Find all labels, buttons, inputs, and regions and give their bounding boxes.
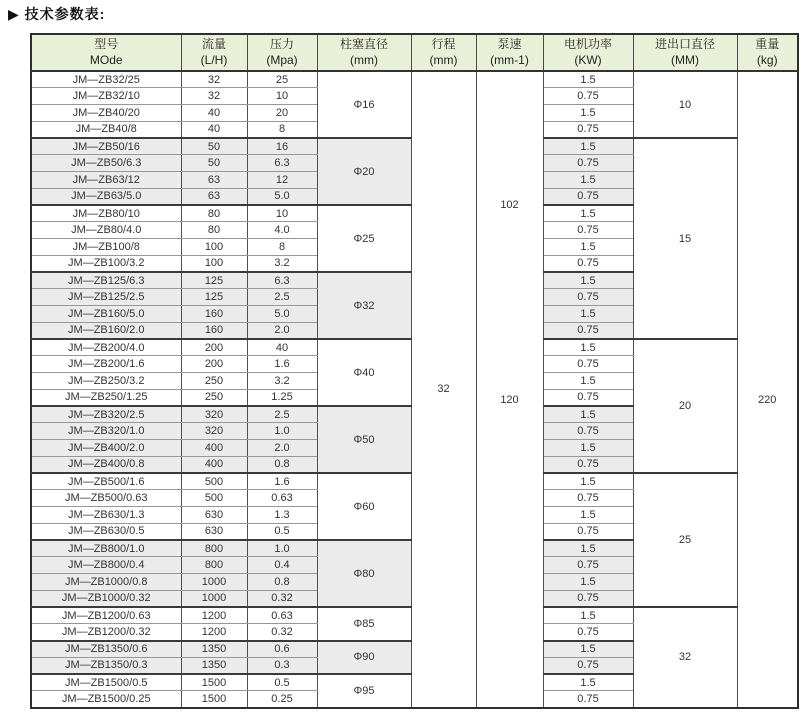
model-cell: JM—ZB1000/0.8 [31,574,181,591]
flow-cell: 125 [181,289,247,306]
plunger-cell: Φ40 [317,339,411,406]
header-pressure: 压力 (Mpa) [247,34,317,71]
table-body [31,71,798,708]
power-cell: 0.75 [543,557,633,574]
pressure-cell: 6.3 [247,155,317,172]
model-cell: JM—ZB125/6.3 [31,272,181,289]
flow-cell: 500 [181,490,247,507]
port-diameter-cell: 20 [633,339,737,473]
page-title: ▶ 技术参数表: [8,6,106,22]
pressure-cell: 2.0 [247,440,317,457]
model-cell: JM—ZB32/10 [31,88,181,105]
flow-cell: 80 [181,205,247,222]
pressure-cell: 12 [247,172,317,189]
plunger-cell: Φ80 [317,540,411,607]
pressure-cell: 6.3 [247,272,317,289]
model-cell: JM—ZB160/5.0 [31,306,181,323]
pressure-cell: 8 [247,121,317,138]
model-cell: JM—ZB40/8 [31,121,181,138]
pump-speed-cell-value: 102 [500,199,519,212]
pressure-cell: 1.3 [247,507,317,524]
model-cell: JM—ZB250/1.25 [31,389,181,406]
power-cell: 0.75 [543,624,633,641]
pressure-cell: 2.0 [247,322,317,339]
pressure-cell: 0.8 [247,456,317,473]
power-cell: 1.5 [543,172,633,189]
weight-cell-value: 220 [758,394,777,407]
model-cell: JM—ZB500/1.6 [31,473,181,490]
spec-table [30,33,799,709]
pressure-cell: 2.5 [247,289,317,306]
flow-cell: 500 [181,473,247,490]
flow-cell: 1350 [181,641,247,658]
model-cell: JM—ZB80/4.0 [31,222,181,239]
power-cell: 1.5 [543,105,633,122]
power-cell: 0.75 [543,490,633,507]
model-cell: JM—ZB320/2.5 [31,406,181,423]
power-cell: 1.5 [543,440,633,457]
pressure-cell: 0.4 [247,557,317,574]
power-cell: 1.5 [543,473,633,490]
power-cell: 0.75 [543,691,633,708]
power-cell: 0.75 [543,356,633,373]
pressure-cell: 10 [247,88,317,105]
header-port-diameter: 进出口直径 (MM) [633,34,737,71]
model-cell: JM—ZB160/2.0 [31,322,181,339]
model-cell: JM—ZB1200/0.63 [31,607,181,624]
flow-cell: 200 [181,339,247,356]
header-stroke: 行程 (mm) [411,34,476,71]
model-cell: JM—ZB400/0.8 [31,456,181,473]
power-cell: 1.5 [543,339,633,356]
power-cell: 1.5 [543,71,633,88]
spec-table-wrapper [30,33,799,709]
model-cell: JM—ZB1350/0.6 [31,641,181,658]
flow-cell: 250 [181,373,247,390]
flow-cell: 400 [181,456,247,473]
flow-cell: 800 [181,540,247,557]
flow-cell: 125 [181,272,247,289]
plunger-cell: Φ85 [317,607,411,641]
pressure-cell: 1.6 [247,473,317,490]
flow-cell: 100 [181,255,247,272]
header-motor-power: 电机功率 (KW) [543,34,633,71]
flow-cell: 1000 [181,574,247,591]
pressure-cell: 10 [247,205,317,222]
power-cell: 1.5 [543,306,633,323]
power-cell: 1.5 [543,540,633,557]
plunger-cell: Φ32 [317,272,411,339]
power-cell: 1.5 [543,373,633,390]
pressure-cell: 1.0 [247,423,317,440]
model-cell: JM—ZB80/10 [31,205,181,222]
port-diameter-cell: 15 [633,138,737,339]
table-row [31,71,798,88]
power-cell: 0.75 [543,423,633,440]
model-cell: JM—ZB1200/0.32 [31,624,181,641]
pressure-cell: 2.5 [247,406,317,423]
flow-cell: 630 [181,523,247,540]
plunger-cell: Φ25 [317,205,411,272]
power-cell: 1.5 [543,205,633,222]
power-cell: 1.5 [543,674,633,691]
model-cell: JM—ZB50/16 [31,138,181,155]
flow-cell: 160 [181,306,247,323]
weight-cell [737,71,798,708]
pressure-cell: 1.25 [247,389,317,406]
power-cell: 0.75 [543,121,633,138]
pressure-cell: 5.0 [247,188,317,205]
plunger-cell: Φ20 [317,138,411,205]
power-cell: 1.5 [543,641,633,658]
power-cell: 0.75 [543,657,633,674]
flow-cell: 800 [181,557,247,574]
model-cell: JM—ZB250/3.2 [31,373,181,390]
flow-cell: 50 [181,138,247,155]
power-cell: 0.75 [543,590,633,607]
flow-cell: 320 [181,423,247,440]
flow-cell: 1500 [181,691,247,708]
flow-cell: 80 [181,222,247,239]
power-cell: 1.5 [543,272,633,289]
port-diameter-cell: 10 [633,71,737,138]
model-cell: JM—ZB200/4.0 [31,339,181,356]
pressure-cell: 1.6 [247,356,317,373]
model-cell: JM—ZB800/0.4 [31,557,181,574]
power-cell: 0.75 [543,222,633,239]
model-cell: JM—ZB630/1.3 [31,507,181,524]
power-cell: 1.5 [543,507,633,524]
flow-cell: 160 [181,322,247,339]
model-cell: JM—ZB1500/0.25 [31,691,181,708]
power-cell: 1.5 [543,239,633,256]
pressure-cell: 0.3 [247,657,317,674]
flow-cell: 1500 [181,674,247,691]
power-cell: 1.5 [543,574,633,591]
flow-cell: 63 [181,172,247,189]
power-cell: 0.75 [543,456,633,473]
model-cell: JM—ZB500/0.63 [31,490,181,507]
flow-cell: 63 [181,188,247,205]
model-cell: JM—ZB1350/0.3 [31,657,181,674]
pressure-cell: 5.0 [247,306,317,323]
pressure-cell: 0.63 [247,490,317,507]
plunger-cell: Φ95 [317,674,411,708]
model-cell: JM—ZB100/3.2 [31,255,181,272]
pressure-cell: 40 [247,339,317,356]
power-cell: 1.5 [543,138,633,155]
flow-cell: 1350 [181,657,247,674]
stroke-cell-value: 32 [437,383,450,396]
pressure-cell: 0.25 [247,691,317,708]
flow-cell: 32 [181,88,247,105]
pressure-cell: 4.0 [247,222,317,239]
power-cell: 0.75 [543,389,633,406]
model-cell: JM—ZB40/20 [31,105,181,122]
flow-cell: 50 [181,155,247,172]
pressure-cell: 0.63 [247,607,317,624]
plunger-cell: Φ90 [317,641,411,675]
plunger-cell: Φ60 [317,473,411,540]
pressure-cell: 0.5 [247,523,317,540]
flow-cell: 630 [181,507,247,524]
pump-speed-cell-value: 120 [500,394,519,407]
flow-cell: 400 [181,440,247,457]
model-cell: JM—ZB125/2.5 [31,289,181,306]
flow-cell: 40 [181,105,247,122]
pressure-cell: 16 [247,138,317,155]
header-flow: 流量 (L/H) [181,34,247,71]
power-cell: 1.5 [543,406,633,423]
header-row [31,34,798,71]
model-cell: JM—ZB320/1.0 [31,423,181,440]
header-model: 型号 MOde [31,34,181,71]
port-diameter-cell: 25 [633,473,737,607]
pressure-cell: 0.32 [247,590,317,607]
model-cell: JM—ZB200/1.6 [31,356,181,373]
model-cell: JM—ZB630/0.5 [31,523,181,540]
stroke-cell [411,71,476,708]
model-cell: JM—ZB63/12 [31,172,181,189]
power-cell: 0.75 [543,188,633,205]
flow-cell: 1200 [181,607,247,624]
plunger-cell: Φ16 [317,71,411,138]
power-cell: 1.5 [543,607,633,624]
power-cell: 0.75 [543,322,633,339]
power-cell: 0.75 [543,523,633,540]
model-cell: JM—ZB1000/0.32 [31,590,181,607]
model-cell: JM—ZB50/6.3 [31,155,181,172]
flow-cell: 32 [181,71,247,88]
pump-speed-cell [476,71,543,708]
power-cell: 0.75 [543,255,633,272]
pressure-cell: 0.8 [247,574,317,591]
flow-cell: 320 [181,406,247,423]
flow-cell: 200 [181,356,247,373]
flow-cell: 250 [181,389,247,406]
pressure-cell: 3.2 [247,373,317,390]
flow-cell: 40 [181,121,247,138]
pressure-cell: 25 [247,71,317,88]
pressure-cell: 0.6 [247,641,317,658]
model-cell: JM—ZB32/25 [31,71,181,88]
model-cell: JM—ZB100/8 [31,239,181,256]
header-plunger-diameter: 柱塞直径 (mm) [317,34,411,71]
model-cell: JM—ZB1500/0.5 [31,674,181,691]
port-diameter-cell: 32 [633,607,737,708]
power-cell: 0.75 [543,155,633,172]
flow-cell: 1200 [181,624,247,641]
header-weight: 重量 (kg) [737,34,798,71]
pressure-cell: 3.2 [247,255,317,272]
flow-cell: 1000 [181,590,247,607]
plunger-cell: Φ50 [317,406,411,473]
pressure-cell: 8 [247,239,317,256]
model-cell: JM—ZB63/5.0 [31,188,181,205]
pressure-cell: 0.32 [247,624,317,641]
model-cell: JM—ZB800/1.0 [31,540,181,557]
model-cell: JM—ZB400/2.0 [31,440,181,457]
flow-cell: 100 [181,239,247,256]
power-cell: 0.75 [543,289,633,306]
pressure-cell: 0.5 [247,674,317,691]
header-pump-speed: 泵速 (mm-1) [476,34,543,71]
pressure-cell: 1.0 [247,540,317,557]
pressure-cell: 20 [247,105,317,122]
power-cell: 0.75 [543,88,633,105]
